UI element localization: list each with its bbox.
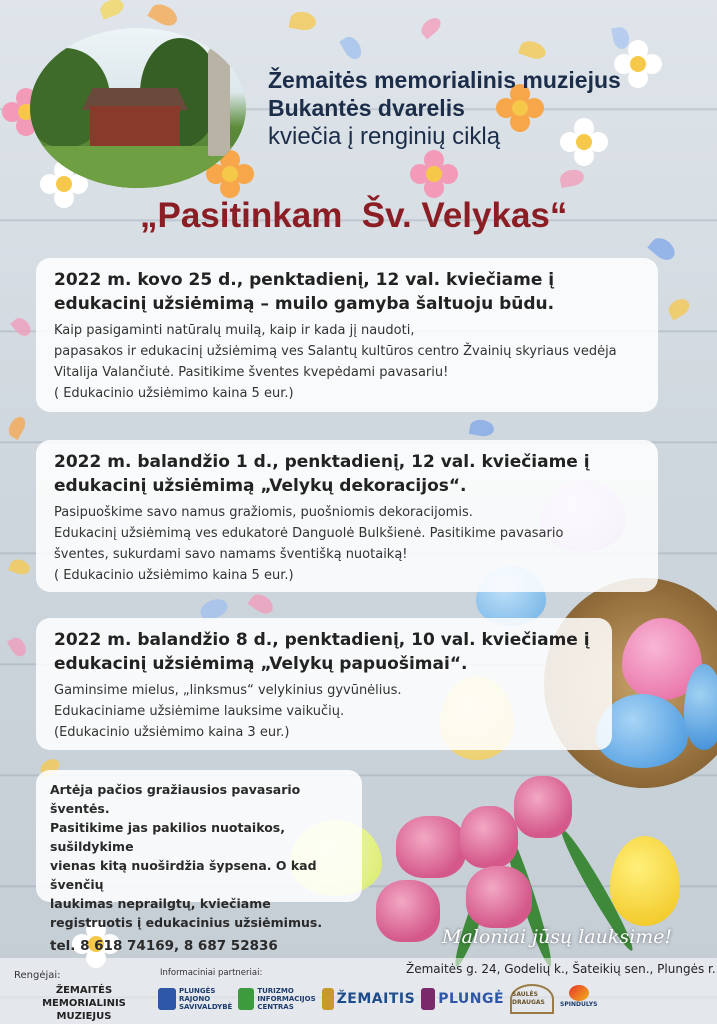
egg-decoration bbox=[610, 836, 680, 926]
event-text: Edukaciniame užsiėmime lauksime vaikučių. bbox=[54, 704, 345, 719]
event-heading: edukacinį užsiėmimą „Velykų papuošimai“. bbox=[54, 654, 468, 674]
note-text: registruotis į edukacinius užsiėmimus. bbox=[50, 915, 323, 930]
organizer-name: ŽEMAITĖS MEMORIALINIS MUZIEJUS bbox=[42, 985, 126, 1022]
museum-address: Žemaitės g. 24, Godelių k., Šateikių sen., Plungės r. bbox=[406, 962, 716, 976]
note-text: Pasitikime jas pakilios nuotaikos, sušildykime bbox=[50, 820, 285, 854]
petal-decoration bbox=[5, 414, 28, 440]
partner-logos bbox=[158, 984, 597, 1014]
petal-decoration bbox=[248, 591, 277, 618]
petal-decoration bbox=[469, 418, 495, 438]
event-price: ( Edukacinio užsiėmimo kaina 5 eur.) bbox=[54, 386, 294, 401]
tulip-decoration bbox=[460, 806, 518, 868]
event-card-2 bbox=[36, 440, 658, 592]
flower-decoration bbox=[614, 40, 662, 88]
invitation-header bbox=[268, 66, 621, 152]
event-text: Gaminsime mielus, „linksmus“ velykinius gyvūnėlius. bbox=[54, 683, 402, 698]
registration-note bbox=[36, 770, 362, 954]
saules-draugas-logo: SAULĖS DRAUGAS bbox=[510, 984, 554, 1014]
event-heading: edukacinį užsiėmimą – muilo gamyba šaltuoju būdu. bbox=[54, 294, 555, 314]
tulip-decoration bbox=[396, 816, 466, 878]
event-heading: 2022 m. kovo 25 d., penktadienį, 12 val. kviečiame į bbox=[54, 270, 555, 290]
event-text: Pasipuoškime savo namus gražiomis, puošniomis dekoracijomis. bbox=[54, 505, 473, 520]
event-text: Kaip pasigaminti natūralų muilą, kaip ir kada jį naudoti, bbox=[54, 323, 415, 338]
phone-numbers: tel. 8 618 74169, 8 687 52836 bbox=[50, 938, 278, 954]
petal-decoration bbox=[8, 557, 32, 577]
event-text: Vitalija Valančiutė. Pasitikime šventes kvepėdami pavasariu! bbox=[54, 365, 449, 380]
event-price: ( Edukacinio užsiėmimo kaina 5 eur.) bbox=[54, 568, 294, 583]
event-text: papasakos ir edukacinį užsiėmimą ves Salantų kultūros centro Žvainių skyriaus vedėja bbox=[54, 344, 617, 359]
event-text: Edukacinį užsiėmimą ves edukatorė Danguolė Bulkšienė. Pasitikime pavasario bbox=[54, 526, 564, 541]
welcome-message: Maloniai jūsų lauksime! bbox=[442, 926, 673, 948]
petal-decoration bbox=[665, 296, 692, 321]
petal-decoration bbox=[289, 10, 318, 32]
event-card-1 bbox=[36, 258, 658, 412]
zemaitis-newspaper-logo: ŽEMAITIS bbox=[322, 985, 416, 1013]
plunge-logo: PLUNGĖ bbox=[421, 985, 504, 1013]
museum-photo bbox=[30, 28, 246, 188]
flower-decoration bbox=[410, 150, 458, 198]
event-heading: 2022 m. balandžio 1 d., penktadienį, 12 val. kviečiame į bbox=[54, 452, 590, 472]
event-text: šventes, sukurdami savo namams šventišką nuotaiką! bbox=[54, 547, 408, 562]
event-card-3 bbox=[36, 618, 612, 750]
petal-decoration bbox=[7, 635, 29, 659]
petal-decoration bbox=[418, 15, 444, 40]
tulip-decoration bbox=[466, 866, 532, 928]
event-price: (Edukacinio užsiėmimo kaina 3 eur.) bbox=[54, 725, 290, 740]
invitation-line: kviečia į renginių ciklą bbox=[268, 123, 501, 150]
petal-decoration bbox=[559, 168, 585, 188]
tourism-info-center-logo: TURIZMO INFORMACIJOS CENTRAS bbox=[238, 985, 315, 1013]
note-text: vienas kitą nuoširdžia šypsena. O kad švenčių bbox=[50, 858, 317, 892]
partners-label: Informaciniai partneriai: bbox=[160, 968, 263, 978]
petal-decoration bbox=[10, 315, 34, 339]
museum-name: Žemaitės memorialinis muziejus bbox=[268, 67, 621, 93]
note-text: Artėja pačios gražiausios pavasario šventės. bbox=[50, 782, 301, 816]
plunge-municipality-logo: PLUNGĖS RAJONO SAVIVALDYBĖ bbox=[158, 985, 232, 1013]
note-text: laukimas neprailgtų, kviečiame bbox=[50, 896, 271, 911]
tulip-decoration bbox=[376, 880, 440, 942]
petal-decoration bbox=[339, 34, 365, 63]
event-heading: edukacinį užsiėmimą „Velykų dekoracijos“. bbox=[54, 476, 467, 496]
manor-name: Bukantės dvarelis bbox=[268, 95, 465, 121]
spindulys-logo: SPINDULYS bbox=[560, 985, 597, 1013]
event-cycle-title: „Pasitinkam Šv. Velykas“ bbox=[140, 196, 568, 235]
petal-decoration bbox=[147, 0, 180, 30]
tulip-decoration bbox=[514, 776, 572, 838]
petal-decoration bbox=[518, 38, 548, 62]
petal-decoration bbox=[98, 0, 126, 20]
event-heading: 2022 m. balandžio 8 d., penktadienį, 10 val. kviečiame į bbox=[54, 630, 590, 650]
organizer-label: Rengėjai: bbox=[14, 970, 61, 981]
